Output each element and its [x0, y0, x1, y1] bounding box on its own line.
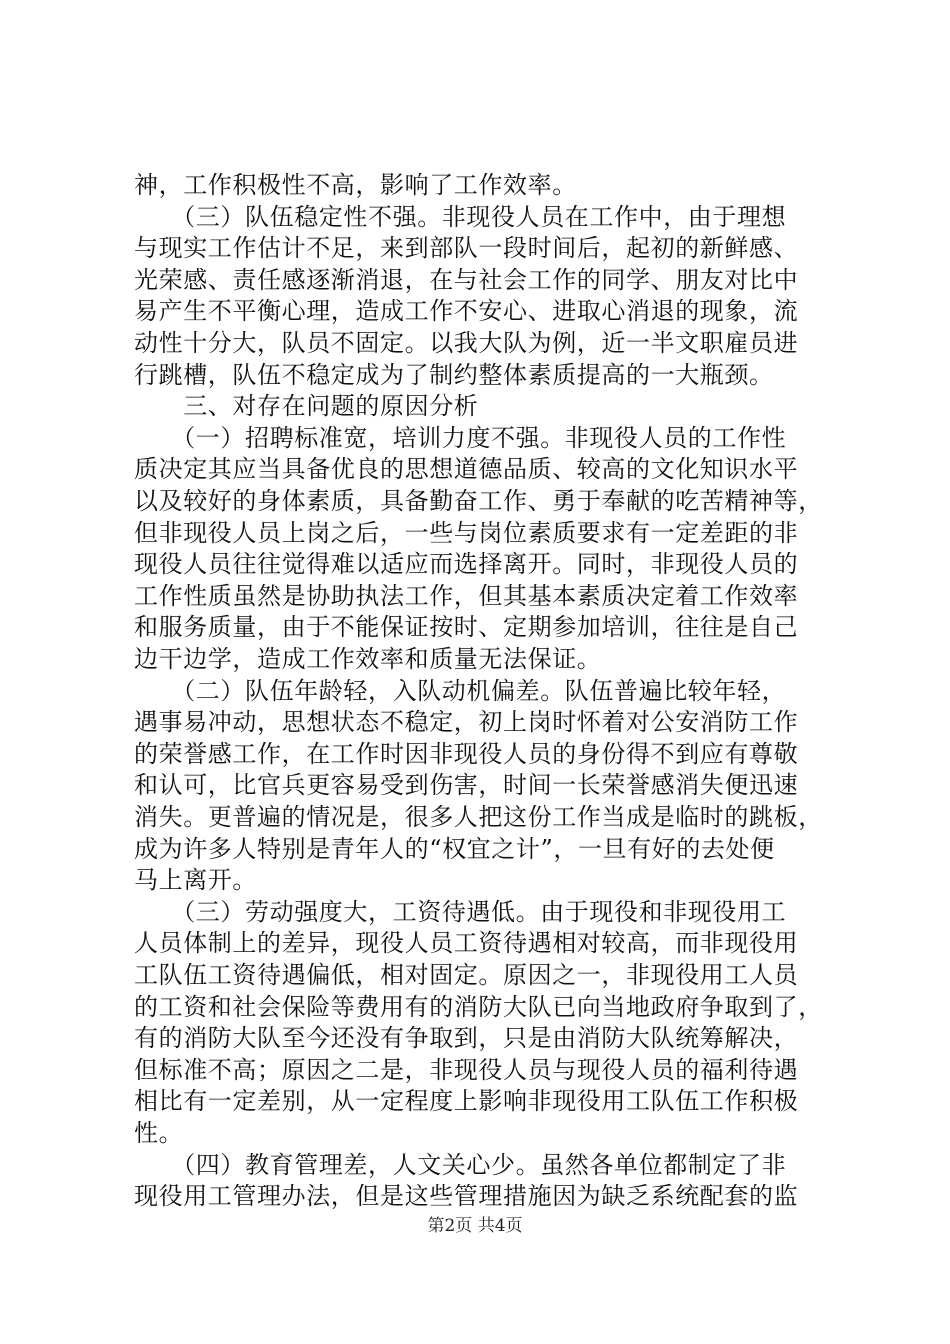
text-line: 神，工作积极性不高，影响了工作效率。	[134, 171, 577, 199]
text-line: 有的消防大队至今还没有争取到，只是由消防大队统筹解决，	[134, 1024, 799, 1053]
text-line: 现役人员往往觉得难以适应而选择离开。同时，非现役人员的	[134, 550, 799, 579]
text-line: 光荣感、责任感逐渐消退，在与社会工作的同学、朋友对比中	[134, 265, 799, 294]
text-line: （三）队伍稳定性不强。非现役人员在工作中，由于理想	[134, 202, 787, 231]
text-line: 和服务质量，由于不能保证按时、定期参加培训，往往是自己	[134, 613, 799, 642]
text-line: 以及较好的身体素质，具备勤奋工作、勇于奉献的吃苦精神等，	[134, 487, 823, 515]
text-line: 遇事易冲动，思想状态不稳定，初上岗时怀着对公安消防工作	[134, 708, 799, 737]
text-line: 动性十分大，队员不固定。以我大队为例，近一半文职雇员进	[134, 329, 799, 357]
text-line: （二）队伍年龄轻，入队动机偏差。队伍普遍比较年轻，	[134, 676, 787, 705]
text-line: 工队伍工资待遇偏低，相对固定。原因之一，非现役用工人员	[134, 961, 799, 989]
text-line: 和认可，比官兵更容易受到伤害，时间一长荣誉感消失便迅速	[134, 771, 799, 800]
text-line: 相比有一定差别，从一定程度上影响非现役用工队伍工作积极	[134, 1087, 799, 1116]
text-line: 边干边学，造成工作效率和质量无法保证。	[134, 645, 602, 673]
text-line: 的荣誉感工作，在工作时因非现役人员的身份得不到应有尊敬	[134, 739, 799, 768]
section-heading: 三、对存在问题的原因分析	[134, 392, 479, 421]
text-line: （三）劳动强度大，工资待遇低。由于现役和非现役用工	[134, 897, 787, 926]
text-line: 行跳槽，队伍不稳定成为了制约整体素质提高的一大瓶颈。	[134, 360, 774, 389]
text-line: 质决定其应当具备优良的思想道德品质、较高的文化知识水平	[134, 455, 799, 484]
text-line: 的工资和社会保险等费用有的消防大队已向当地政府争取到了，	[134, 992, 823, 1021]
text-line: 性。	[134, 1119, 184, 1147]
text-line: 人员体制上的差异，现役人员工资待遇相对较高，而非现役用	[134, 929, 799, 958]
text-line: 但非现役人员上岗之后，一些与岗位素质要求有一定差距的非	[134, 518, 799, 547]
text-line: 消失。更普遍的情况是，很多人把这份工作当成是临时的跳板，	[134, 803, 823, 831]
text-line: 现役用工管理办法，但是这些管理措施因为缺乏系统配套的监	[134, 1182, 799, 1211]
text-line: 工作性质虽然是协助执法工作，但其基本素质决定着工作效率	[134, 581, 799, 610]
text-line: 马上离开。	[134, 866, 257, 895]
text-line: 但标准不高；原因之二是，非现役人员与现役人员的福利待遇	[134, 1055, 799, 1084]
text-line: 成为许多人特别是青年人的“权宜之计”，一旦有好的去处便	[134, 834, 775, 863]
text-line: 易产生不平衡心理，造成工作不安心、进取心消退的现象，流	[134, 297, 799, 326]
page-indicator: 第2页 共4页	[427, 1216, 523, 1236]
text-line: （四）教育管理差，人文关心少。虽然各单位都制定了非	[134, 1150, 787, 1179]
text-line: （一）招聘标准宽，培训力度不强。非现役人员的工作性	[134, 423, 787, 452]
text-line: 与现实工作估计不足，来到部队一段时间后，起初的新鲜感、	[134, 234, 799, 263]
